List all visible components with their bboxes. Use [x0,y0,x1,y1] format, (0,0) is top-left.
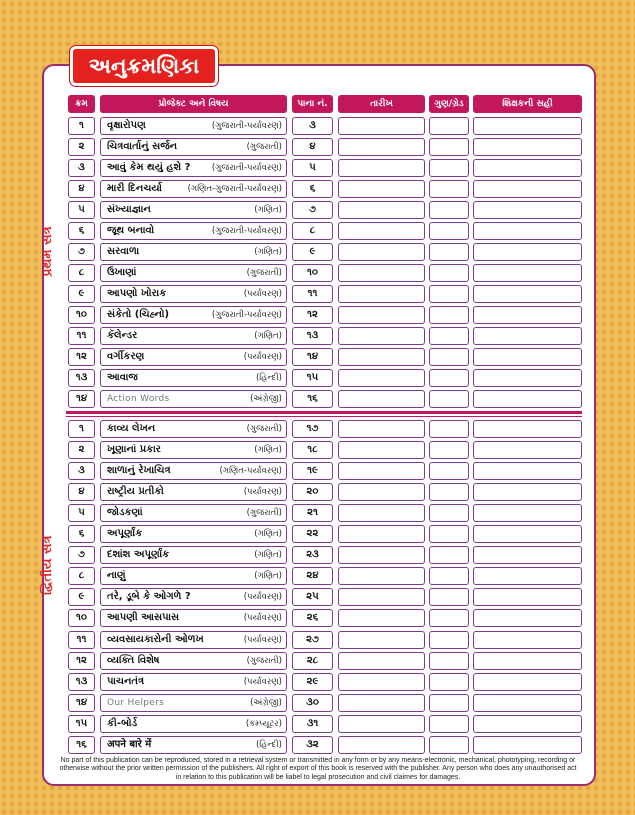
project-subject: (હિન્દી) [255,739,282,750]
row-number: ૭ [68,243,95,261]
project-name: આપણી આસપાસ [107,612,180,624]
project-subject: (ગણિત) [254,247,282,257]
project-name: વર્ગીકરણ [107,351,145,362]
date-field[interactable] [338,462,425,480]
row-number: ૨ [68,441,95,459]
project-cell [100,201,287,219]
page-number: ૧૩ [292,327,333,345]
date-field[interactable] [338,504,425,522]
project-subject: (ગણિત) [254,529,282,540]
page-number: ૨૩ [292,546,333,564]
page-number: ૨૮ [292,652,333,670]
row-number: ૮ [68,264,95,282]
project-subject: (ગણિત-ગુજરાતી-પર્યાવરણ) [187,184,282,194]
page-number: ૩ [292,117,333,135]
project-name: રાષ્ટ્રીય પ્રતીકો [107,486,164,498]
project-subject: (ગણિત) [254,205,282,215]
project-cell [100,588,287,606]
project-name: જૂથ બનાવો [107,225,155,236]
page-number: ૧૫ [292,369,333,387]
project-subject: (ગુજરાતી-પર્યાવરણ) [211,226,282,236]
project-cell [100,652,287,670]
project-subject: (ગણિત) [254,571,282,582]
teacher-sign-field[interactable] [473,715,582,733]
teacher-sign-field[interactable] [473,306,582,324]
project-cell [100,369,287,387]
date-field[interactable] [338,138,425,156]
row-number: ૫ [68,504,95,522]
grade-field[interactable] [429,201,469,219]
grade-field[interactable] [429,306,469,324]
project-cell [100,159,287,177]
project-name: વૃક્ષારોપણ [107,120,146,131]
project-cell [100,504,287,522]
row-number: ૪ [68,180,95,198]
table-row [0,327,635,345]
semester1-label: પ્રથમ સત્ર [40,226,55,278]
teacher-sign-field[interactable] [473,694,582,712]
page-number: ૧૯ [292,462,333,480]
row-number: ૧૨ [68,652,95,670]
teacher-sign-field[interactable] [473,567,582,585]
project-cell [100,462,287,480]
project-name: શાળાનું રેખાચિત્ર [107,465,171,477]
row-number: ૧ [68,420,95,438]
page-number: ૫ [292,159,333,177]
project-name: કી-બોર્ડ [107,717,138,729]
project-name: આપણો ખોરાક [107,288,167,299]
grade-field[interactable] [429,420,469,438]
date-field[interactable] [338,694,425,712]
row-number: ૫ [68,201,95,219]
semester-divider-thin [66,416,582,417]
grade-field[interactable] [429,546,469,564]
project-name: ખૂણાનાં પ્રકાર [107,444,161,456]
grade-field[interactable] [429,736,469,754]
table-row [0,369,635,387]
project-subject: (ગુજરાતી) [246,268,282,278]
row-number: ૬ [68,222,95,240]
table-row [0,180,635,198]
copyright-notice: No part of this publication can be reproduced, stored in a retrieval system or transmitted in any form or by any means-electronic, mechanical, phototyping, recording or otherwise without the prior written permission of the publishers. All right of export of this book is reserved with the publisher. Any person who does any unauthorised act in relation to this publication will be liabel to legal prosecution and civil claimes for damages. [59,757,577,781]
project-subject: (ગણિત) [254,550,282,561]
project-cell [100,525,287,543]
date-field[interactable] [338,348,425,366]
teacher-sign-field[interactable] [473,180,582,198]
table-row [0,673,635,691]
row-number: ૩ [68,462,95,480]
table-row [0,117,635,135]
project-name: Our Helpers [107,697,165,708]
project-cell [100,180,287,198]
project-cell [100,306,287,324]
header-teacher-sign: શિક્ષકની સહી [473,95,582,113]
page-number: ૮ [292,222,333,240]
table-row [0,201,635,219]
project-subject: (ગણિત) [254,445,282,456]
table-row [0,609,635,627]
page-number: ૧૨ [292,306,333,324]
grade-field[interactable] [429,180,469,198]
page-number: ૨૭ [292,631,333,649]
date-field[interactable] [338,306,425,324]
date-field[interactable] [338,525,425,543]
teacher-sign-field[interactable] [473,201,582,219]
date-field[interactable] [338,609,425,627]
table-row [0,441,635,459]
table-row [0,652,635,670]
project-subject: (અંગ્રેજી) [250,697,282,708]
row-number: ૩ [68,159,95,177]
project-subject: (ગુજરાતી) [246,655,282,666]
grade-field[interactable] [429,652,469,670]
project-cell [100,327,287,345]
grade-field[interactable] [429,285,469,303]
page-number: ૪ [292,138,333,156]
teacher-sign-field[interactable] [473,652,582,670]
teacher-sign-field[interactable] [473,546,582,564]
project-name: પાચનતંત્ર [107,675,145,687]
page-number: ૨૯ [292,673,333,691]
project-subject: (ગુજરાતી) [246,424,282,434]
row-number: ૧૪ [68,390,95,408]
project-name: વ્યવસાયકારોની ઓળખ [107,633,204,645]
project-cell [100,483,287,501]
header-number: ક્રમ [68,95,95,113]
project-subject: (પર્યાવરણ) [243,352,282,362]
date-field[interactable] [338,715,425,733]
project-name: દશાંશ અપૂર્ણાંક [107,549,170,561]
project-name: સરવાળા [107,246,140,257]
grade-field[interactable] [429,327,469,345]
row-number: ૧૧ [68,327,95,345]
table-row [0,285,635,303]
project-subject: (પર્યાવરણ) [243,613,282,624]
page-number: ૧૭ [292,420,333,438]
grade-field[interactable] [429,483,469,501]
row-number: ૧૧ [68,631,95,649]
project-name: મારી દિનચર્યા [107,183,162,194]
date-field[interactable] [338,546,425,564]
grade-field[interactable] [429,609,469,627]
table-row [0,483,635,501]
grade-field[interactable] [429,441,469,459]
project-subject: (પર્યાવરણ) [243,592,282,603]
teacher-sign-field[interactable] [473,673,582,691]
row-number: ૨ [68,138,95,156]
grade-field[interactable] [429,222,469,240]
project-subject: (ગુજરાતી-પર્યાવરણ) [211,121,282,131]
project-cell [100,420,287,438]
grade-field[interactable] [429,588,469,606]
page-number: ૨૪ [292,567,333,585]
project-name: કાવ્ય લેખન [107,423,156,434]
project-subject: (ગુજરાતી) [246,508,282,519]
table-row [0,243,635,261]
project-name: આવાજ [107,372,138,383]
table-row [0,159,635,177]
header-project: પ્રોજેક્ટ અને વિષય [100,95,287,113]
teacher-sign-field[interactable] [473,264,582,282]
grade-field[interactable] [429,369,469,387]
project-name: अपने बारे में [107,738,152,750]
table-row [0,631,635,649]
date-field[interactable] [338,180,425,198]
teacher-sign-field[interactable] [473,285,582,303]
teacher-sign-field[interactable] [473,159,582,177]
project-name: વ્યક્તિ વિશેષ [107,654,160,666]
date-field[interactable] [338,327,425,345]
page-number: ૨૧ [292,504,333,522]
date-field[interactable] [338,652,425,670]
row-number: ૮ [68,567,95,585]
row-number: ૧૫ [68,715,95,733]
date-field[interactable] [338,264,425,282]
grade-field[interactable] [429,348,469,366]
project-cell [100,546,287,564]
page-number: ૯ [292,243,333,261]
header-page: પાના નં. [292,95,333,113]
grade-field[interactable] [429,631,469,649]
grade-field[interactable] [429,138,469,156]
date-field[interactable] [338,441,425,459]
date-field[interactable] [338,369,425,387]
header-grade: ગુણ/ગ્રેડ [429,95,469,113]
date-field[interactable] [338,631,425,649]
project-subject: (પર્યાવરણ) [243,487,282,498]
teacher-sign-field[interactable] [473,504,582,522]
teacher-sign-field[interactable] [473,138,582,156]
project-name: અપૂર્ણાંક [107,528,143,540]
page-number: ૧૬ [292,390,333,408]
project-subject: (પર્યાવરણ) [243,676,282,687]
project-cell [100,138,287,156]
table-row [0,588,635,606]
grade-field[interactable] [429,504,469,522]
teacher-sign-field[interactable] [473,369,582,387]
grade-field[interactable] [429,525,469,543]
row-number: ૪ [68,483,95,501]
row-number: ૧૬ [68,736,95,754]
teacher-sign-field[interactable] [473,390,582,408]
project-cell [100,673,287,691]
project-cell [100,243,287,261]
table-row [0,694,635,712]
page-number: ૨૦ [292,483,333,501]
row-number: ૧૩ [68,673,95,691]
row-number: ૭ [68,546,95,564]
project-cell [100,631,287,649]
project-subject: (ગુજરાતી-પર્યાવરણ) [211,163,282,173]
table-row [0,390,635,408]
table-row [0,264,635,282]
header-date: તારીખ [338,95,425,113]
project-subject: (પર્યાવરણ) [243,634,282,645]
page-number: ૧૪ [292,348,333,366]
date-field[interactable] [338,420,425,438]
date-field[interactable] [338,285,425,303]
project-cell [100,694,287,712]
date-field[interactable] [338,201,425,219]
date-field[interactable] [338,159,425,177]
page-number: ૨૫ [292,588,333,606]
date-field[interactable] [338,243,425,261]
page-number: ૨૬ [292,609,333,627]
project-name: કૅલેન્ડર [107,330,138,341]
table-row [0,348,635,366]
project-name: ઉખાણાં [107,267,137,278]
teacher-sign-field[interactable] [473,420,582,438]
project-cell [100,264,287,282]
project-cell [100,715,287,733]
project-cell [100,736,287,754]
table-row [0,462,635,480]
page-number: ૬ [292,180,333,198]
project-subject: (ગુજરાતી) [246,142,282,152]
teacher-sign-field[interactable] [473,483,582,501]
teacher-sign-field[interactable] [473,631,582,649]
teacher-sign-field[interactable] [473,736,582,754]
grade-field[interactable] [429,694,469,712]
project-cell [100,390,287,408]
project-subject: (ગણિત) [254,331,282,341]
teacher-sign-field[interactable] [473,327,582,345]
project-cell [100,117,287,135]
page-number: ૩૧ [292,715,333,733]
row-number: ૧૩ [68,369,95,387]
project-name: ચિત્રવાર્તાનું સર્જન [107,141,178,152]
semester2-label: દ્વિતીય સત્ર [40,535,55,595]
project-name: આવું કેમ થયું હશે ? [107,162,191,173]
date-field[interactable] [338,483,425,501]
project-name: Action Words [107,394,170,404]
page-number: ૭ [292,201,333,219]
teacher-sign-field[interactable] [473,609,582,627]
table-row [0,306,635,324]
table-row [0,504,635,522]
row-number: ૧૦ [68,306,95,324]
table-row [0,525,635,543]
project-cell [100,567,287,585]
grade-field[interactable] [429,159,469,177]
teacher-sign-field[interactable] [473,348,582,366]
date-field[interactable] [338,673,425,691]
row-number: ૯ [68,588,95,606]
teacher-sign-field[interactable] [473,588,582,606]
page-number: ૧૦ [292,264,333,282]
project-name: નાણું [107,570,126,582]
date-field[interactable] [338,390,425,408]
table-row [0,420,635,438]
teacher-sign-field[interactable] [473,222,582,240]
project-subject: (ગણિત-પર્યાવરણ) [219,466,282,477]
grade-field[interactable] [429,264,469,282]
row-number: ૧ [68,117,95,135]
project-name: જોડકણાં [107,507,143,519]
teacher-sign-field[interactable] [473,441,582,459]
row-number: ૧૦ [68,609,95,627]
teacher-sign-field[interactable] [473,525,582,543]
row-number: ૧૨ [68,348,95,366]
grade-field[interactable] [429,567,469,585]
table-row [0,546,635,564]
project-subject: (પર્યાવરણ) [243,289,282,299]
teacher-sign-field[interactable] [473,117,582,135]
project-subject: (અંગ્રેજી) [250,394,282,404]
project-cell [100,609,287,627]
grade-field[interactable] [429,462,469,480]
row-number: ૬ [68,525,95,543]
page-number: ૧૧ [292,285,333,303]
date-field[interactable] [338,588,425,606]
table-row [0,715,635,733]
semester-divider [66,411,582,414]
date-field[interactable] [338,567,425,585]
grade-field[interactable] [429,243,469,261]
date-field[interactable] [338,222,425,240]
project-cell [100,441,287,459]
project-name: તરે, ડૂબે કે ઓગળે ? [107,591,191,603]
project-subject: (ગુજરાતી-પર્યાવરણ) [211,310,282,320]
page-number: ૨૨ [292,525,333,543]
table-row [0,736,635,754]
date-field[interactable] [338,736,425,754]
date-field[interactable] [338,117,425,135]
project-subject: (કમ્પ્યૂટર) [245,718,282,729]
page-number: ૩૨ [292,736,333,754]
table-row [0,567,635,585]
teacher-sign-field[interactable] [473,243,582,261]
teacher-sign-field[interactable] [473,462,582,480]
project-name: સંખ્યાજ્ઞાન [107,204,151,215]
project-cell [100,222,287,240]
project-name: સંકેતો (ચિહ્નો) [107,309,170,320]
project-cell [100,348,287,366]
row-number: ૯ [68,285,95,303]
page-title: અનુક્રમણિકા [70,46,218,86]
grade-field[interactable] [429,117,469,135]
page-number: ૩૦ [292,694,333,712]
grade-field[interactable] [429,390,469,408]
page-number: ૧૮ [292,441,333,459]
project-cell [100,285,287,303]
table-row [0,138,635,156]
grade-field[interactable] [429,715,469,733]
grade-field[interactable] [429,673,469,691]
row-number: ૧૪ [68,694,95,712]
project-subject: (હિન્દી) [255,373,282,383]
table-row [0,222,635,240]
